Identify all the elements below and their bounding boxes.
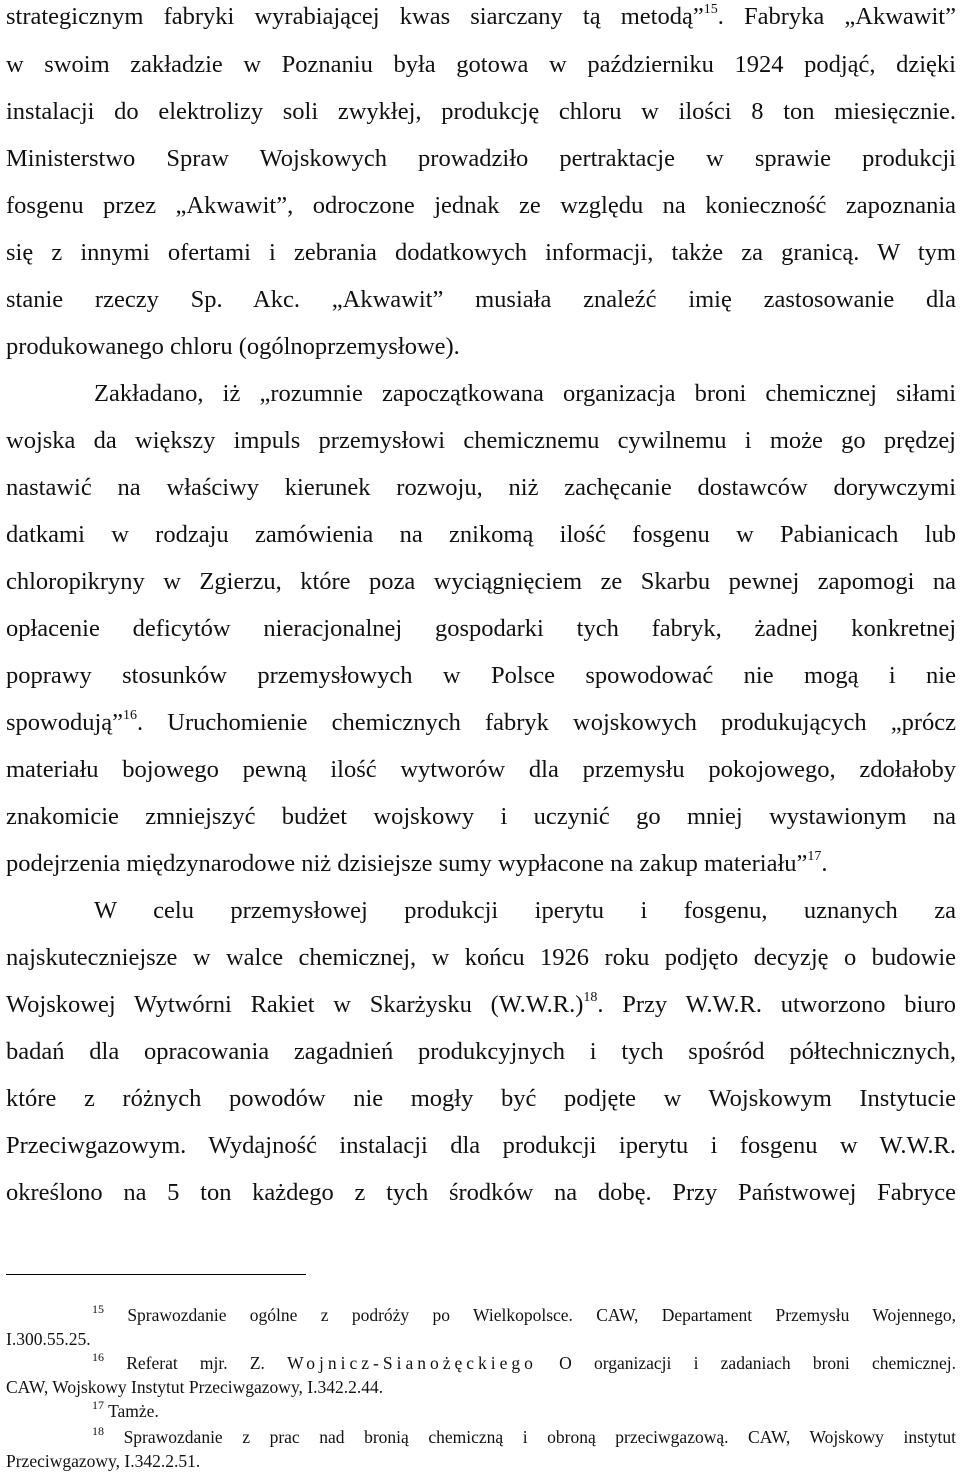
body-line: spowodują”$^{16}$. Uruchomienie chemicznych fabryk wojskowych produkujących „prócz [6,708,956,736]
body-line: Wojskowej Wytwórni Rakiet w Skarżysku $(W.W.R.)^{18}$. Przy W.W.R. utworzono biuro [6,990,956,1018]
footnote-number: 16 [92,1350,104,1364]
footnote: $^{17}$ Tamże. [92,1398,159,1421]
footnote: $^{15}$ Sprawozdanie ogólne z podróży po Wielkopolsce. CAW, Departament Przemysłu Wojennego, [92,1302,956,1325]
footnote-continuation: I.300.55.25. [6,1329,91,1349]
footnote-ref: 17 [807,849,822,864]
body-line: fosgenu przez „Akwawit”, odroczone jednak ze względu na konieczność zapoznania [6,192,956,219]
body-line: najskuteczniejsze w walce chemicznej, w końcu 1926 roku podjęto decyzję o budowie [6,944,956,971]
body-line: materiału bojowego pewną ilość wytworów dla przemysłu pokojowego, zdołałoby [6,756,956,783]
body-line: strategicznym fabryki wyrabiającej kwas siarczany tą metodą”$^{15}$. Fabryka „Akwawit” [6,2,956,30]
body-line: nastawić na właściwy kierunek rozwoju, niż zachęcanie dostawców dorywczymi [6,474,956,501]
footnote-number: 17 [92,1398,104,1412]
footnote: $^{16}$ Referat mjr. Z. Wojnicz-Sianożęckiego O organizacji i zadaniach broni chemicznej. [92,1350,957,1373]
body-line: badań dla opracowania zagadnień produkcyjnych i tych spośród półtechnicznych, [6,1038,956,1065]
body-line: opłacenie deficytów nieracjonalnej gospodarki tych fabryk, żadnej konkretnej [6,615,956,642]
body-line: znakomicie zmniejszyć budżet wojskowy i uczynić go mniej wystawionym na [6,803,956,830]
body-line: produkowanego chloru (ogólnoprzemysłowe). [6,333,460,360]
footnote-ref: 15 [703,2,718,17]
body-line: które z różnych powodów nie mogły być podjęte w Wojskowym Instytucie [6,1085,956,1112]
footnote-ref: 18 [583,990,598,1005]
footnote-continuation: Przeciwgazowy, I.342.2.51. [6,1451,201,1471]
body-line: w swoim zakładzie w Poznaniu była gotowa w październiku 1924 podjąć, dzięki [6,51,956,78]
body-line: określono na 5 ton każdego z tych środków na dobę. Przy Państwowej Fabryce [6,1179,956,1206]
body-line: datkami w rodzaju zamówienia na znikomą ilość fosgenu w Pabianicach lub [6,521,956,548]
body-line-indent: W celu przemysłowej produkcji iperytu i fosgenu, uznanych za [94,897,956,924]
footnote-number: 15 [92,1302,104,1316]
body-line: wojska da większy impuls przemysłowi chemicznemu cywilnemu i może go prędzej [6,427,956,454]
body-line: poprawy stosunków przemysłowych w Polsce spowodować nie mogą i nie [6,662,956,689]
footnote-ref: 16 [123,708,138,723]
body-line: Przeciwgazowym. Wydajność instalacji dla produkcji iperytu i fosgenu w W.W.R. [6,1132,956,1159]
body-line: chloropikryny w Zgierzu, które poza wyciągnięciem ze Skarbu pewnej zapomogi na [6,568,956,595]
body-line: się z innymi ofertami i zebrania dodatkowych informacji, także za granicą. W tym [6,239,956,266]
body-line: stanie rzeczy Sp. Akc. „Akwawit” musiała znaleźć imię zastosowanie dla [6,286,956,313]
body-line: instalacji do elektrolizy soli zwykłej, produkcję chloru w ilości 8 ton miesięcznie. [6,98,956,125]
footnote: $^{18}$ Sprawozdanie z prac nad bronią chemiczną i obroną przeciwgazową. CAW, Wojskowy instytut [92,1424,956,1447]
body-line: podejrzenia międzynarodowe niż dzisiejsze sumy wypłacone na zakup materiału”$^{17}$. [6,849,828,877]
footnote-continuation: CAW, Wojskowy Instytut Przeciwgazowy, I.342.2.44. [6,1377,384,1397]
body-line-indent: Zakładano, iż „rozumnie zapoczątkowana organizacja broni chemicznej siłami [94,380,956,407]
footnote-separator [6,1274,306,1275]
footnote-number: 18 [92,1424,104,1438]
body-line: Ministerstwo Spraw Wojskowych prowadziło pertraktacje w sprawie produkcji [6,145,956,172]
